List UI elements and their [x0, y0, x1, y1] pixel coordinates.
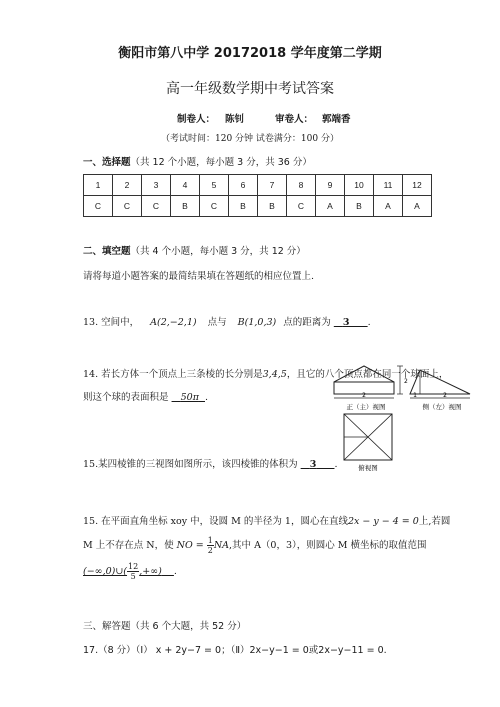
top-view — [344, 414, 392, 472]
question-15b-line1 — [83, 513, 450, 527]
table-cell: 7 — [258, 175, 287, 196]
q15a-pre: 15.某四棱锥的三视图如图所示，该四棱锥的体积为 — [83, 459, 298, 470]
table-cell: 6 — [229, 175, 258, 196]
exam-subtitle: 高一年级数学期中考试答案 — [166, 81, 334, 97]
table-cell: B — [258, 196, 287, 217]
table-cell: 3 — [142, 175, 171, 196]
q14-answer: 50π — [180, 392, 199, 403]
table-cell: C — [113, 196, 142, 217]
author-label: 制卷人： — [177, 114, 216, 125]
table-cell: A — [403, 196, 432, 217]
section1-heading-row — [83, 154, 312, 168]
q15a-answer: 3 — [309, 459, 317, 470]
section3-heading: 三、解答题 — [83, 621, 131, 632]
height-dim-label: 2 — [404, 378, 408, 385]
table-row-answers — [84, 196, 432, 217]
section3-heading-row — [83, 618, 246, 632]
question-14-line2 — [83, 389, 208, 403]
q15b-ans-fraction — [127, 562, 139, 581]
table-cell: 9 — [316, 175, 345, 196]
q15b-answer-blank — [83, 562, 174, 581]
q15b-line1-end: 上,若圆 — [418, 516, 451, 527]
q15b-fraction — [207, 536, 214, 555]
question-15b-line2 — [83, 536, 427, 555]
q15b-line-eq: 2x − y − 4 = 0 — [347, 516, 419, 527]
table-cell: B — [229, 196, 258, 217]
section2-note: 请将每道小题答案的最简结果填在答题纸的相应位置上. — [83, 271, 315, 282]
q14-line2-pre: 则这个球的表面积是 — [83, 392, 169, 403]
q15b-end: . — [173, 566, 177, 577]
section1-desc: （共 12 个小题，每小题 3 分，共 36 分） — [130, 157, 312, 168]
q13-point-b: B(1,0,3) — [237, 317, 277, 328]
three-view-figure — [330, 362, 490, 474]
table-cell: 1 — [84, 175, 113, 196]
q15b-frac-den: 2 — [207, 546, 213, 555]
table-cell: 2 — [113, 175, 142, 196]
q13-mid: 点与 — [207, 317, 227, 328]
section1-heading: 一、选择题 — [83, 157, 131, 168]
question-15a — [83, 456, 337, 470]
table-cell: A — [374, 196, 403, 217]
q14-line1-post: ，且它的八个顶点都在同一个球面上， — [286, 369, 449, 380]
q15b-ans-num: 12 — [128, 562, 139, 571]
table-cell: 11 — [374, 175, 403, 196]
section2-desc: （共 4 个小题，每小题 3 分，共 12 分） — [130, 246, 306, 257]
q15b-eq-rhs: NA — [213, 540, 230, 551]
exam-info: （考试时间：120 分钟 试卷满分：100 分） — [161, 134, 339, 144]
q14-edges: 3,4,5 — [262, 369, 287, 380]
q14-line2-post: . — [205, 392, 209, 403]
q15b-ans-part2: ,+∞) — [139, 566, 162, 577]
q13-post: 点的距离为 — [283, 317, 331, 328]
table-cell: 8 — [287, 175, 316, 196]
q14-line1-pre: 14. 若长方体一个顶点上三条棱的长分别是 — [83, 369, 263, 380]
front-view-label: 正（主）视图 — [346, 403, 386, 411]
q15a-end: . — [334, 459, 338, 470]
q15b-line2-post: ,其中 A（0，3），则圆心 M 横坐标的取值范围 — [229, 540, 427, 551]
section3-desc: （共 6 个大题，共 52 分） — [130, 621, 247, 632]
table-cell: 4 — [171, 175, 200, 196]
front-view — [334, 366, 394, 411]
table-cell: A — [316, 196, 345, 217]
question-15b-answer — [83, 562, 177, 581]
q15b-eq-lhs: NO = — [176, 540, 204, 551]
table-cell: B — [345, 196, 374, 217]
side-view — [410, 370, 470, 411]
table-cell: 5 — [200, 175, 229, 196]
table-row-numbers — [84, 175, 432, 196]
front-dim-label: 2 — [362, 392, 366, 399]
reviewer-name: 郭端香 — [322, 114, 351, 125]
author-name: 陈钊 — [225, 114, 245, 125]
q15b-line2-pre: M 上不存在点 N，使 — [83, 540, 174, 551]
q15b-line1: 15. 在平面直角坐标 xoy 中，设圆 M 的半径为 1，圆心在直线 — [83, 516, 348, 527]
q15b-frac-num: 1 — [207, 536, 213, 545]
q15a-answer-blank — [301, 459, 338, 470]
table-cell: C — [287, 196, 316, 217]
table-cell: C — [200, 196, 229, 217]
side-view-label: 侧（左）视图 — [422, 403, 462, 411]
side-dim-label-2: 2 — [443, 392, 447, 399]
table-cell: B — [171, 196, 200, 217]
q13-end: . — [367, 317, 371, 328]
height-dimension — [397, 366, 408, 394]
question-17: 17.（8 分）（Ⅰ） x + 2y−7 = 0；（Ⅱ）2x−y−1 = 0或2x−y−11 = 0. — [83, 645, 387, 656]
choice-answer-table — [83, 174, 432, 217]
q13-point-a: A(2,−2,1) — [150, 317, 197, 328]
section2-heading: 二、填空题 — [83, 246, 131, 257]
reviewer-label: 审卷人： — [275, 114, 314, 125]
question-13 — [83, 314, 371, 328]
top-view-label: 俯视图 — [358, 464, 378, 472]
q13-answer-blank — [334, 317, 368, 328]
q15b-ans-part1: (−∞,0)∪( — [83, 566, 128, 577]
side-dim-label-1: 1 — [413, 392, 417, 399]
section2-heading-row — [83, 243, 306, 257]
q13-answer: 3 — [342, 317, 350, 328]
table-cell: 10 — [345, 175, 374, 196]
q14-answer-blank — [172, 392, 205, 403]
q15b-ans-den: 5 — [130, 572, 136, 581]
q13-prefix: 13. 空间中， — [83, 317, 140, 328]
exam-title: 衡阳市第八中学 20172018 学年度第二学期 — [118, 46, 382, 61]
table-cell: C — [84, 196, 113, 217]
table-cell: C — [142, 196, 171, 217]
table-cell: 12 — [403, 175, 432, 196]
